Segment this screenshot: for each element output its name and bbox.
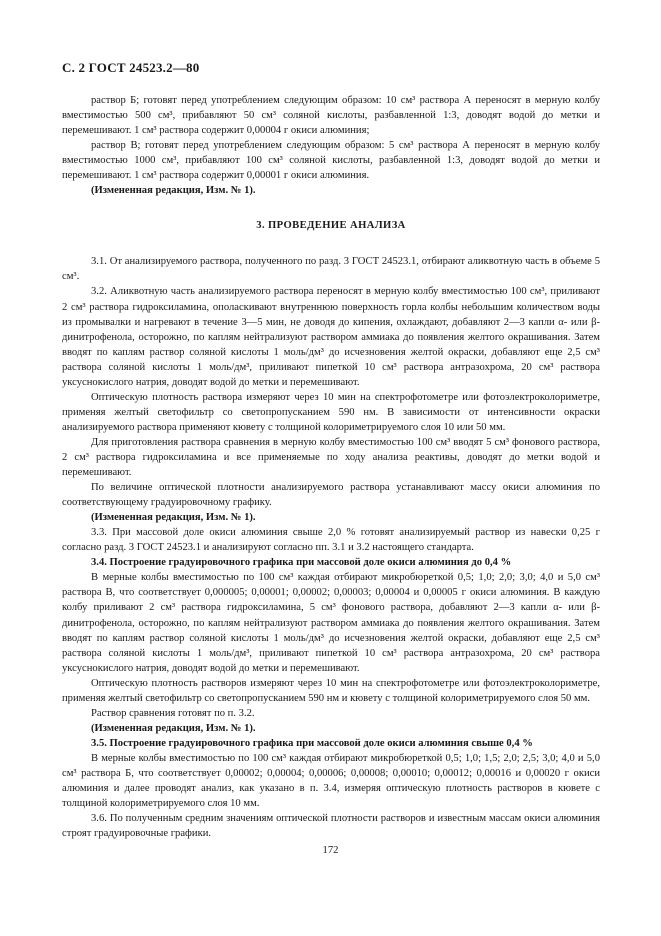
edit-note: (Измененная редакция, Изм. № 1). — [91, 185, 256, 197]
page-number: 172 — [322, 845, 339, 856]
paragraph-optical-density: Оптическую плотность раствора измеряют через 10 мин на спектрофотометре или фотоэлектроколориметре, применяя желтый светофильтр со светопропусканием 590 нм. В зависимости от интенсивности окраски анализируемого раствора применяют кювету с толщиной колориметрируемого слоя 10 или 50 мм. — [62, 391, 600, 433]
paragraph-solution-b: раствор Б; готовят перед употреблением следующим образом: 10 см³ раствора А переносят в мерную колбу вместимостью 500 см³, прибавляют 50 см³ соляной кислоты, разбавленной 1:3, доводят водой до метки и перемешивают. 1 см³ раствора содержит 0,00004 г окиси алюминия; — [62, 95, 600, 137]
subheading-3-4: 3.4. Построение градуировочного графика при массовой доле окиси алюминия до 0,4 % — [91, 557, 512, 569]
section-heading: 3. ПРОВЕДЕНИЕ АНАЛИЗА — [256, 220, 406, 232]
paragraph-3-4-reference: Раствор сравнения готовят по п. 3.2. — [91, 707, 255, 719]
page-header: С. 2 ГОСТ 24523.2—80 — [62, 60, 200, 75]
subheading-3-5: 3.5. Построение градуировочного графика при массовой доле окиси алюминия свыше 0,4 % — [91, 737, 533, 749]
edit-note: (Измененная редакция, Изм. № 1). — [91, 722, 256, 734]
paragraph-3-2: 3.2. Аликвотную часть анализируемого раствора переносят в мерную колбу вместимостью 100 см³, приливают 2 см³ раствора гидроксиламина, ополаскивают внутреннюю поверхность горла колбы небольшим количеством воды из промывалки и нагревают в течение 3—5 мин, не доводя до кипения, охлаждают, добавляют 2—3 капли α- или β-динитрофенола, осторожно, по каплям нейтрализуют раствором аммиака до появления желтого окрашивания. Затем вводят по каплям раствор соляной кислоты 1 моль/дм³ до исчезновения желтой окраски, добавляют еще 2,5 см³ раствора соляной кислоты 1 моль/дм³, приливают пипеткой 10 см³ раствора антразохрома, 20 см³ раствора уксуснокислого натрия, доводят водой до метки и перемешивают. — [62, 286, 600, 388]
paragraph-solution-v: раствор В; готовят перед употреблением следующим образом: 5 см³ раствора А переносят в мерную колбу вместимостью 1000 см³, прибавляют 100 см³ соляной кислоты, разбавленной 1:3, доводят водой до метки и перемешивают. 1 см³ раствора содержит 0,00001 г окиси алюминия. — [62, 140, 600, 182]
paragraph-reference-solution: Для приготовления раствора сравнения в мерную колбу вместимостью 100 см³ вводят 5 см³ фонового раствора, 2 см³ раствора гидроксиламина и все применяемые по ходу анализа реактивы, доводят до метки водой и перемешивают. — [62, 436, 600, 479]
paragraph-3-3: 3.3. При массовой доле окиси алюминия свыше 2,0 % готовят анализируемый раствор из навески 0,25 г согласно разд. 3 ГОСТ 24523.1 и анализируют согласно пп. 3.1 и 3.2 настоящего стандарта. — [62, 527, 600, 554]
paragraph-mass-determination: По величине оптической плотности анализируемого раствора устанавливают массу окиси алюминия по соответствующему градуировочному графику. — [62, 482, 600, 509]
paragraph-3-6: 3.6. По полученным средним значениям оптической плотности растворов и известным массам окиси алюминия строят градуировочные графики. — [62, 813, 600, 840]
paragraph-3-5: В мерные колбы вместимостью по 100 см³ каждая отбирают микробюреткой 0,5; 1,0; 1,5; 2,0; 2,5; 3,0; 4,0 и 5,0 см³ раствора Б, что соответствует 0,00002; 0,00004; 0,00006; 0,00008; 0,00010; 0,00012; 0,00016 и 0,00020 г окиси алюминия и далее проводят анализ, как указано в п. 3.4, измеряя оптическую плотность растворов в кювете с толщиной колориметрируемого слоя 10 мм. — [62, 752, 600, 810]
paragraph-3-1: 3.1. От анализируемого раствора, полученного по разд. 3 ГОСТ 24523.1, отбирают аликвотную часть в объеме 5 см³. — [62, 256, 600, 283]
document-body — [62, 93, 600, 841]
paragraph-3-4: В мерные колбы вместимостью по 100 см³ каждая отбирают микробюреткой 0,5; 1,0; 2,0; 3,0; 4,0 и 5,0 см³ раствора В, что соответствует 0,000005; 0,00001; 0,00002; 0,00003; 0,00004 и 0,00005 г окиси алюминия. В каждую колбу приливают 2 см³ раствора гидроксиламина, 5 см³ фонового раствора, добавляют 2—3 капли α- или β-динитрофенола, осторожно, по каплям нейтрализуют раствором аммиака до появления желтого окрашивания. Затем вводят по каплям раствор соляной кислоты 1 моль/дм³ до исчезновения желтой окраски, добавляют еще 2,5 см³ раствора соляной кислоты 1 моль/дм³, приливают пипеткой 10 см³ раствора антразохрома, 20 см³ раствора уксуснокислого натрия, доводят водой до метки и перемешивают. — [62, 572, 600, 674]
edit-note: (Измененная редакция, Изм. № 1). — [91, 512, 256, 524]
paragraph-3-4-optical: Оптическую плотность растворов измеряют через 10 мин на спектрофотометре или фотоэлектроколориметре, применяя желтый светофильтр со светопропусканием 590 нм и кювету с толщиной колориметрируемого слоя 50 мм. — [62, 677, 600, 704]
